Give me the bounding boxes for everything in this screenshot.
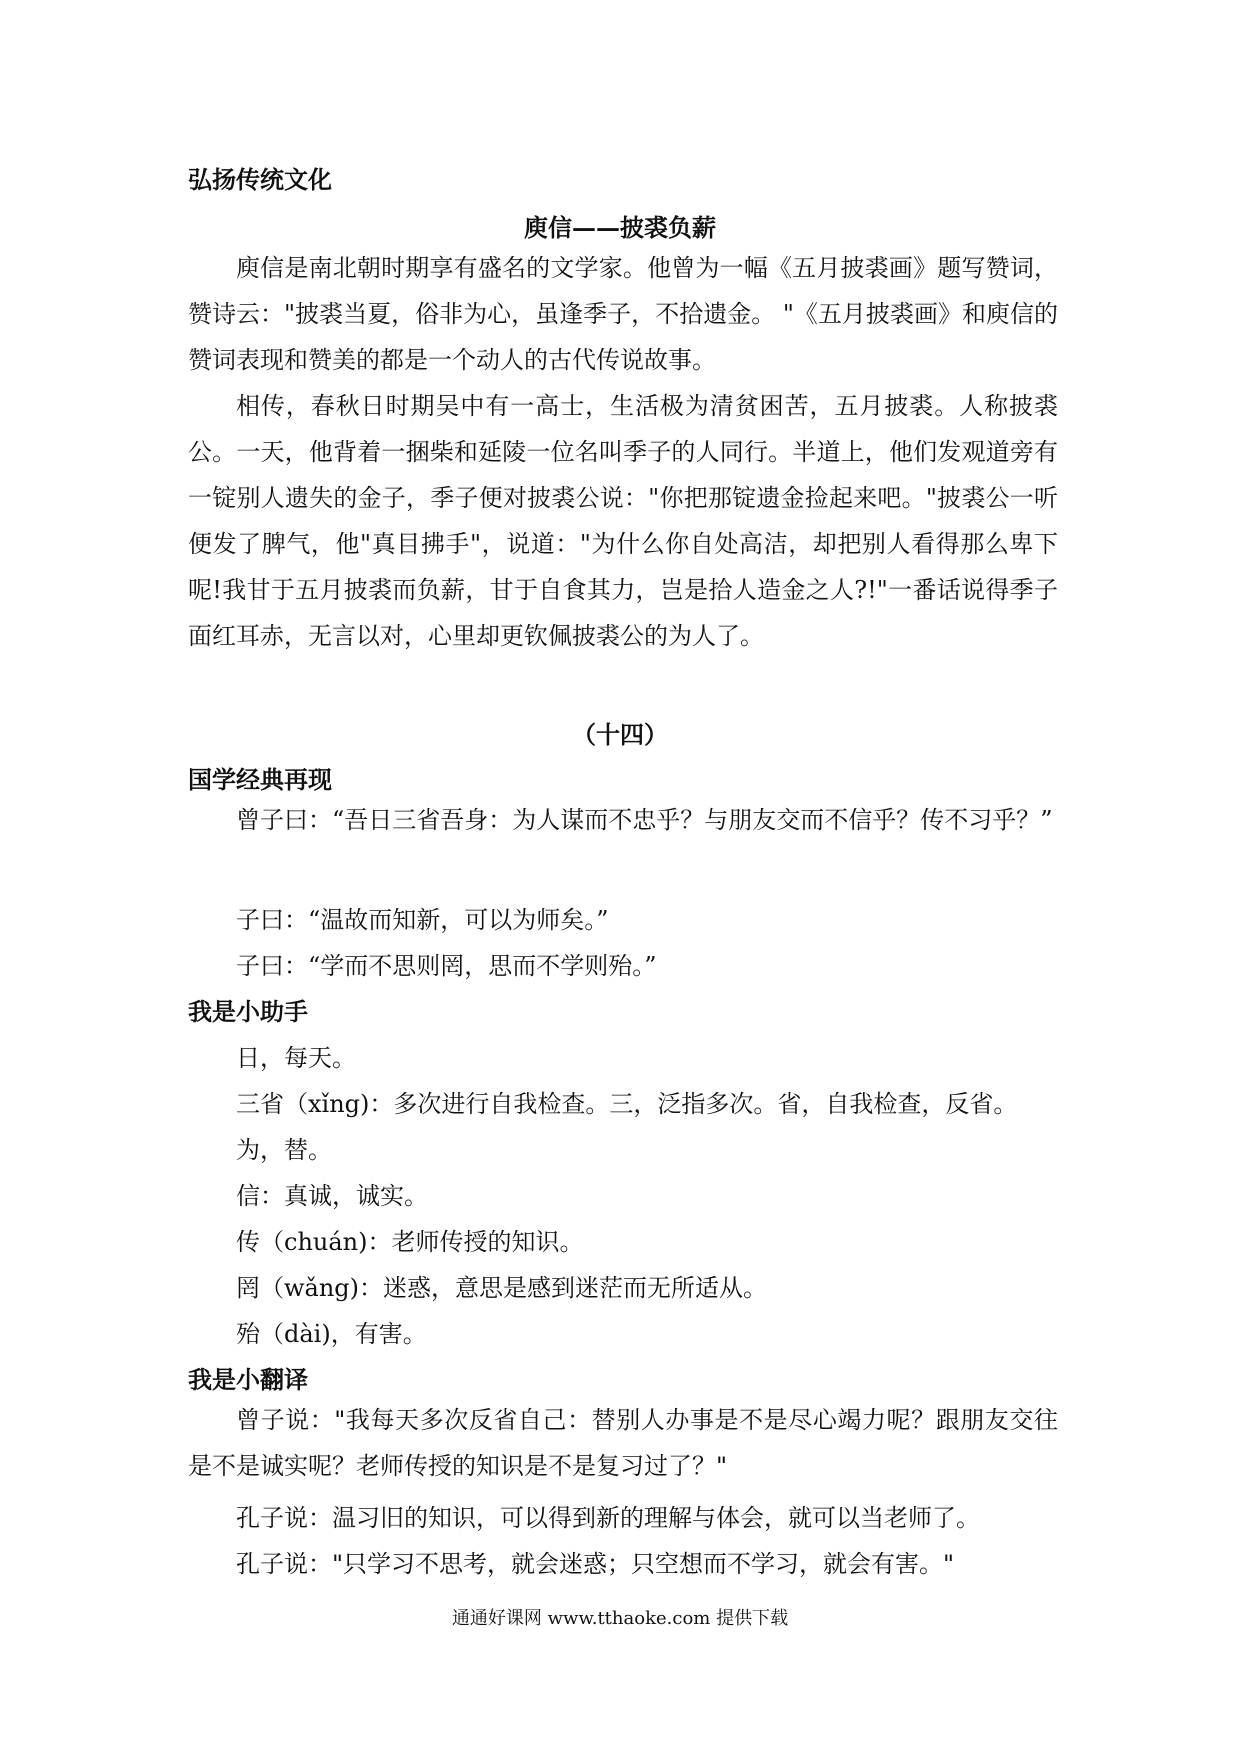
- story-title: 庾信——披裘负薪: [524, 213, 716, 242]
- section-heading-classics: 国学经典再现: [188, 765, 332, 794]
- helper-note-2: 三省（xǐng)：多次进行自我检查。三，泛指多次。省，自我检查，反省。: [236, 1090, 1018, 1118]
- helper-note-6: 罔（wǎng)：迷惑，意思是感到迷茫而无所适从。: [236, 1274, 768, 1302]
- translation-1: 曾子说："我每天多次反省自己：替别人办事是不是尽心竭力呢？跟朋友交往是不是诚实呢？老师传授的知识是不是复习过了？": [188, 1406, 1058, 1480]
- story-paragraph-1: 庾信是南北朝时期享有盛名的文学家。他曾为一幅《五月披裘画》题写赞词，赞诗云："披裘当夏，俗非为心，虽逢季子，不拾遗金。 "《五月披裘画》和庾信的赞词表现和赞美的都是一个动人的古代传说故事。: [188, 254, 1058, 374]
- translation-3: 孔子说："只学习不思考，就会迷惑；只空想而不学习，就会有害。": [236, 1550, 955, 1578]
- translation-2: 孔子说：温习旧的知识，可以得到新的理解与体会，就可以当老师了。: [236, 1504, 980, 1532]
- section-heading-helper: 我是小助手: [188, 997, 308, 1026]
- helper-note-1: 日，每天。: [236, 1044, 356, 1072]
- footer-credit: 通通好课网 www.tthaoke.com 提供下载: [451, 1608, 789, 1629]
- helper-note-3: 为，替。: [236, 1136, 332, 1164]
- classics-quote-2: 子曰：“温故而知新，可以为师矣。”: [236, 906, 609, 934]
- section-heading-translation: 我是小翻译: [188, 1365, 308, 1394]
- section-number: （十四）: [572, 720, 668, 749]
- section-heading-culture: 弘扬传统文化: [188, 165, 332, 194]
- helper-note-7: 殆（dài)，有害。: [236, 1320, 427, 1348]
- helper-note-4: 信：真诚，诚实。: [236, 1182, 428, 1210]
- classics-quote-3: 子曰：“学而不思则罔，思而不学则殆。”: [236, 952, 657, 980]
- story-paragraph-2: 相传，春秋日时期吴中有一高士，生活极为清贫困苦，五月披裘。人称披裘公。一天，他背着一捆柴和延陵一位名叫季子的人同行。半道上，他们发观道旁有一锭别人遗失的金子，季子便对披裘公说："你把那锭遗金捡起来吧。"披裘公一听便发了脾气，他"真目拂手"，说道："为什么你自处高洁，却把别人看得那么卑下呢!我甘于五月披裘而负薪，甘于自食其力，岂是拾人造金之人?!"一番话说得季子面红耳赤，无言以对，心里却更钦佩披裘公的为人了。: [188, 392, 1058, 650]
- classics-quote-1: 曾子曰：“吾日三省吾身：为人谋而不忠乎？与朋友交而不信乎？传不习乎？”: [236, 806, 1053, 834]
- helper-note-5: 传（chuán)：老师传授的知识。: [236, 1228, 584, 1256]
